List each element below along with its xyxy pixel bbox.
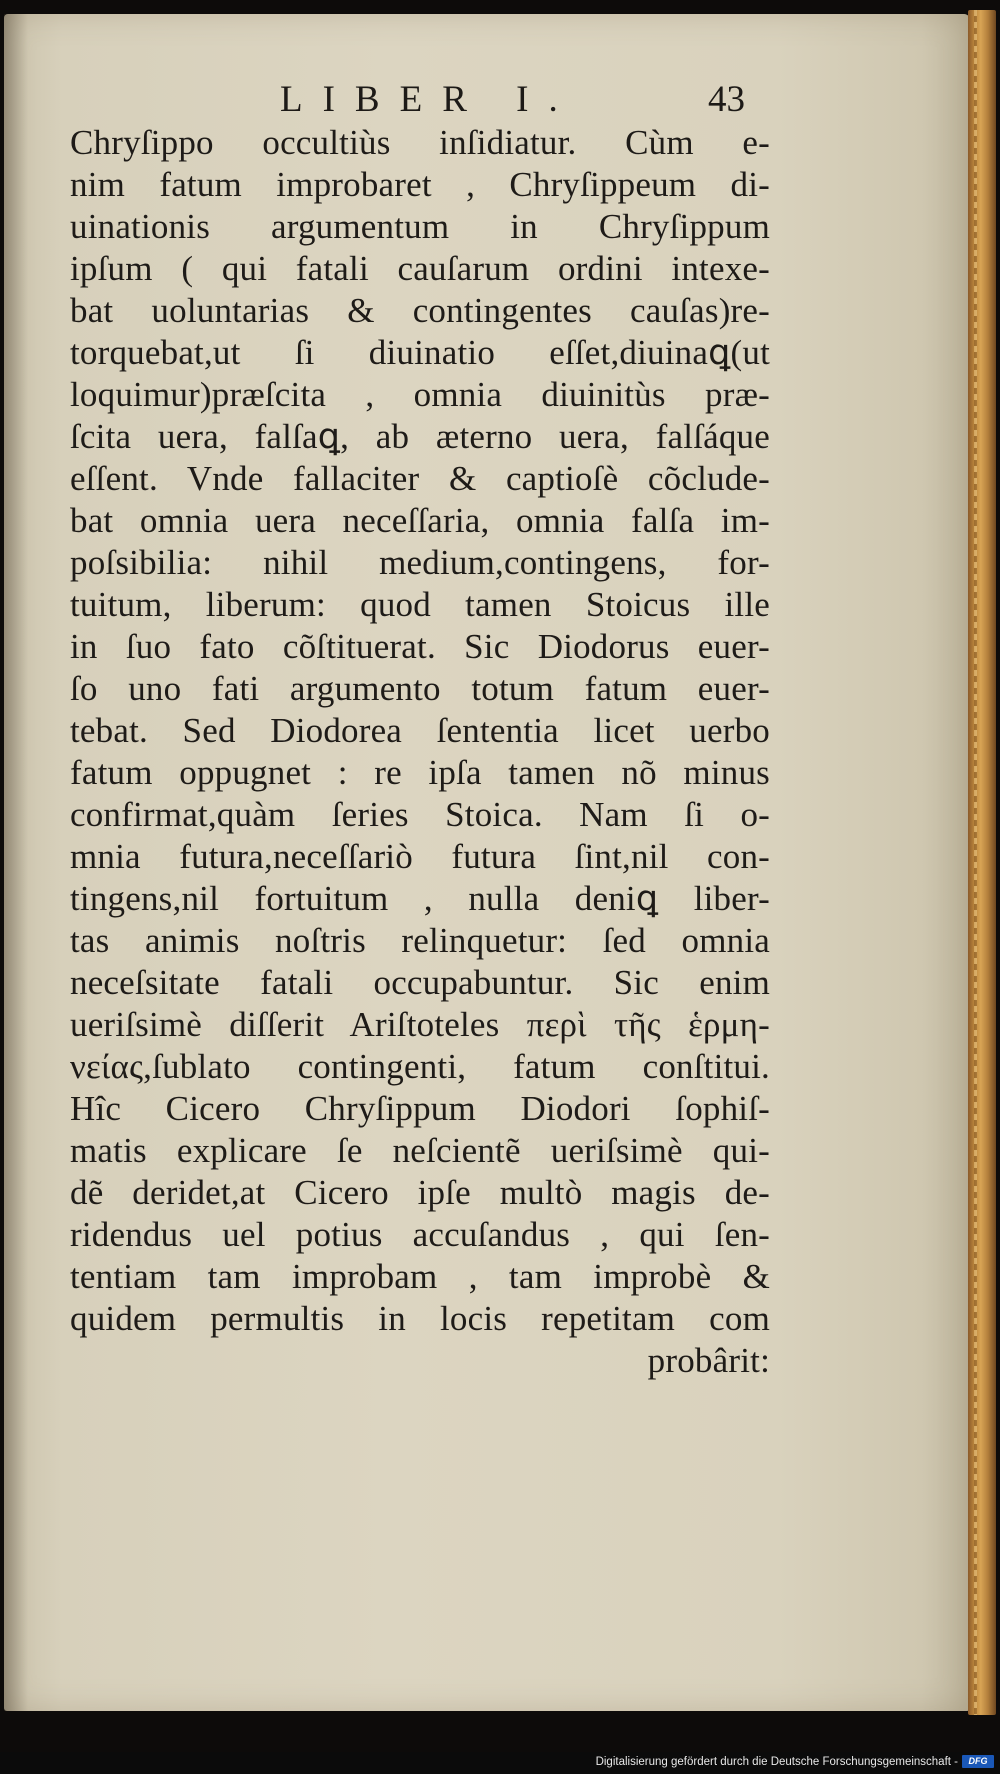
- text-block: [70, 122, 770, 1382]
- text-line: uinationis argumentum in Chryſippum: [70, 207, 770, 246]
- text-line: dẽ deridet,at Cicero ipſe multò magis de-: [70, 1173, 770, 1212]
- text-line: quidem permultis in locis repetitam com: [70, 1299, 770, 1338]
- text-line: ueriſsimè diſſerit Ariſtoteles περὶ τῆς ἑρμη-: [70, 1005, 770, 1044]
- text-line: ſcita uera, falſaꝗ, ab æterno uera, falſáque: [70, 417, 770, 456]
- text-line: loquimur)præſcita , omnia diuinitùs præ-: [70, 375, 770, 414]
- dfg-logo: DFG: [962, 1755, 994, 1768]
- text-line: in ſuo fato cõſtituerat. Sic Diodorus euer-: [70, 627, 770, 666]
- text-line: ridendus uel potius accuſandus , qui ſen-: [70, 1215, 770, 1254]
- page-number: 43: [708, 79, 745, 120]
- text-line: Chryſippo occultiùs inſidiatur. Cùm e-: [70, 123, 770, 162]
- gutter-shadow: [4, 14, 28, 1711]
- text-line: Hîc Cicero Chryſippum Diodori ſophiſ-: [70, 1089, 770, 1128]
- text-line: tentiam tam improbam , tam improbè &: [70, 1257, 770, 1296]
- text-line: matis explicare ſe neſcientẽ ueriſsimè qui-: [70, 1131, 770, 1170]
- page-edge: [968, 10, 996, 1715]
- running-head: LIBER I.: [280, 79, 578, 120]
- funding-credit: Digitalisierung gefördert durch die Deutsche Forschungsgemeinschaft -: [595, 1756, 958, 1768]
- page-header: [70, 70, 770, 130]
- catchword: probârit:: [647, 1341, 770, 1380]
- text-line: neceſsitate fatali occupabuntur. Sic enim: [70, 963, 770, 1002]
- text-line: eſſent. Vnde fallaciter & captioſè cõclude-: [70, 459, 770, 498]
- text-line: tebat. Sed Diodorea ſententia licet uerbo: [70, 711, 770, 750]
- text-line: tingens,nil fortuitum , nulla deniꝗ liber-: [70, 879, 770, 918]
- text-line: poſsibilia: nihil medium,contingens, for-: [70, 543, 770, 582]
- text-line: bat omnia uera neceſſaria, omnia falſa im-: [70, 501, 770, 540]
- text-line: tas animis noſtris relinquetur: ſed omnia: [70, 921, 770, 960]
- text-line: fatum oppugnet : re ipſa tamen nõ minus: [70, 753, 770, 792]
- text-line: mnia futura,neceſſariò futura ſint,nil con-: [70, 837, 770, 876]
- text-line: tuitum, liberum: quod tamen Stoicus ille: [70, 585, 770, 624]
- text-line: ſo uno fati argumento totum fatum euer-: [70, 669, 770, 708]
- text-line: torquebat,ut ſi diuinatio eſſet,diuinaꝗ(ut: [70, 333, 770, 372]
- text-line: νείας,ſublato contingenti, fatum conſtitui.: [70, 1047, 770, 1086]
- text-line: ipſum ( qui fatali cauſarum ordini intexe-: [70, 249, 770, 288]
- text-line: confirmat,quàm ſeries Stoica. Nam ſi o-: [70, 795, 770, 834]
- text-line: bat uoluntarias & contingentes cauſas)re-: [70, 291, 770, 330]
- text-line: nim fatum improbaret , Chryſippeum di-: [70, 165, 770, 204]
